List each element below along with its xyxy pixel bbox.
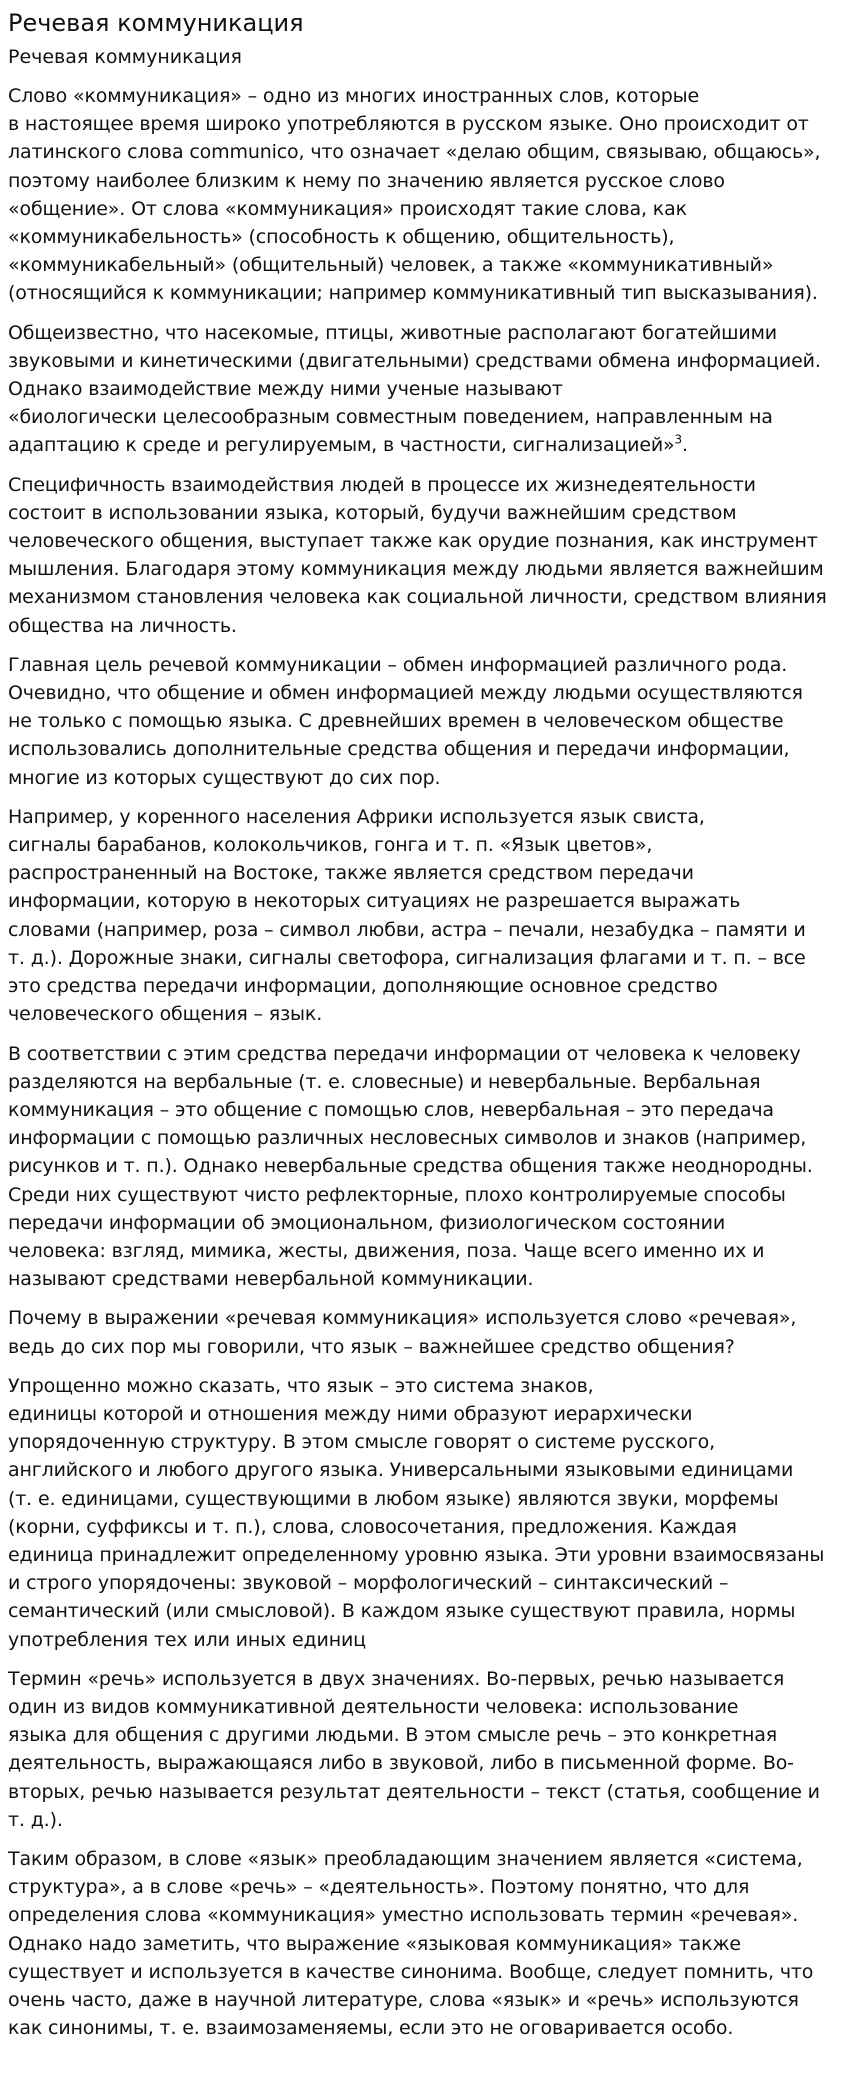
text-line: единица принадлежит определенному уровню языка. Эти уровни взаимосвязаны (8, 1543, 825, 1566)
text-line: «коммуникабельность» (способность к общению, общительность), (8, 226, 675, 249)
text-line: в настоящее время широко употребляются в русском языке. Оно происходит от (8, 113, 809, 136)
text-line: поэтому наиболее близким к нему по значению является русское слово (8, 169, 725, 192)
text-line: разделяются на вербальные (т. е. словесные) и невербальные. Вербальная (8, 1070, 761, 1093)
text-line: структура», а в слове «речь» – «деятельность». Поэтому понятно, что для (8, 1876, 750, 1899)
text-line (8, 431, 841, 459)
text-line: человеческого общения, выступает также как орудие познания, как инструмент (8, 530, 818, 553)
text-line: упорядоченную структуру. В этом смысле говорят о системе русского, (8, 1431, 716, 1454)
text-line: английского и любого другого языка. Универсальными языковыми единицами (8, 1459, 794, 1482)
text-line: Таким образом, в слове «язык» преобладающим значением является «система, (8, 1847, 803, 1870)
text-line: мышления. Благодаря этому коммуникация между людьми является важнейшим (8, 558, 824, 581)
text-line: существует и используется в качестве синонима. Вообще, следует помнить, что (8, 1960, 814, 1983)
footnote-reference: 3 (674, 433, 683, 448)
text-line: языка для общения с другими людьми. В этом смысле речь – это конкретная (8, 1724, 778, 1747)
text-line: (т. е. единицами, существующими в любом языке) являются звуки, морфемы (8, 1487, 779, 1510)
text-line: Слово «коммуникация» – одно из многих иностранных слов, которые (8, 85, 699, 107)
text-line: Очевидно, что общение и обмен информацией между людьми осуществляются (8, 682, 803, 705)
footnote-punctuation: . (682, 434, 688, 457)
text-line: «коммуникабельный» (общительный) человек, а также «коммуникативный» (8, 254, 774, 277)
text-line: вторых, речью называется результат деятельности – текст (статья, сообщение и (8, 1780, 820, 1803)
text-line: рисунков и т. п.). Однако невербальные средства общения также неоднородны. (8, 1155, 813, 1178)
text-line: один из видов коммуникативной деятельности человека: использование (8, 1695, 739, 1718)
text-line: информации, которую в некоторых ситуациях не разрешается выражать (8, 890, 741, 913)
paragraph-6 (8, 1040, 841, 1294)
text-line: т. д.). Дорожные знаки, сигналы светофора, сигнализация флагами и т. п. – все (8, 946, 806, 969)
text-line: это средства передачи информации, дополняющие основное средство (8, 975, 718, 998)
paragraph-8 (8, 1372, 841, 1654)
text-line: Специфичность взаимодействия людей в процессе их жизнедеятельности (8, 473, 756, 496)
text-line: (относящийся к коммуникации; например коммуникативный тип высказывания). (8, 282, 818, 305)
text-line: как синонимы, т. е. взаимозаменяемы, если это не оговаривается особо. (8, 2017, 734, 2040)
text-line: Главная цель речевой коммуникации – обмен информацией различного рода. (8, 653, 788, 676)
text-line: ведь до сих пор мы говорили, что язык – важнейшее средство общения? (8, 1335, 735, 1358)
text-line: человеческого общения – язык. (8, 1003, 323, 1026)
text-line: состоит в использовании языка, который, будучи важнейшим средством (8, 501, 737, 524)
text-line: «общение». От слова «коммуникация» происходят такие слова, как (8, 197, 687, 220)
text-line: не только с помощью языка. С древнейших времен в человеческом обществе (8, 710, 784, 733)
text-line: Общеизвестно, что насекомые, птицы, животные располагают богатейшими (8, 321, 777, 344)
text-line: Упрощенно можно сказать, что язык – это система знаков, (8, 1374, 594, 1397)
text-line: механизмом становления человека как социальной личности, средством влияния (8, 586, 827, 609)
text-line: распространенный на Востоке, также является средством передачи (8, 862, 694, 885)
text-line: деятельность, выражающаяся либо в звуковой, либо в письменной форме. Во- (8, 1752, 794, 1775)
text-line: передачи информации об эмоциональном, физиологическом состоянии (8, 1211, 726, 1234)
paragraph-7 (8, 1304, 841, 1360)
paragraph-1 (8, 82, 841, 308)
text-line: «биологически целесообразным совместным поведением, направленным на (8, 406, 773, 429)
text-line: латинского слова communico, что означает «делаю общим, связываю, общаюсь», (8, 141, 821, 164)
text-line: (корни, суффиксы и т. п.), слова, словосочетания, предложения. Каждая (8, 1515, 737, 1538)
text-line: Среди них существуют чисто рефлекторные, плохо контролируемые способы (8, 1183, 786, 1206)
text-line: Почему в выражении «речевая коммуникация» используется слово «речевая», (8, 1307, 797, 1330)
text-line: общества на личность. (8, 614, 237, 637)
paragraph-4 (8, 651, 841, 792)
text-line: многие из которых существуют до сих пор. (8, 766, 441, 789)
text-line: т. д.). (8, 1808, 63, 1831)
text-segment: адаптацию к среде и регулируемым, в частности, сигнализацией» (8, 434, 675, 457)
text-line: семантический (или смысловой). В каждом языке существуют правила, нормы (8, 1600, 796, 1623)
text-line: называют средствами невербальной коммуникации. (8, 1268, 534, 1291)
paragraph-10 (8, 1845, 841, 2042)
text-line: словами (например, роза – символ любви, астра – печали, незабудка – памяти и (8, 918, 806, 941)
text-line: Например, у коренного населения Африки используется язык свиста, (8, 805, 705, 828)
text-line: определения слова «коммуникация» уместно использовать термин «речевая». (8, 1904, 799, 1927)
text-line: единицы которой и отношения между ними образуют иерархически (8, 1402, 693, 1425)
text-line: человека: взгляд, мимика, жесты, движения, поза. Чаще всего именно их и (8, 1239, 765, 1262)
text-line: коммуникация – это общение с помощью слов, невербальная – это передача (8, 1098, 774, 1121)
text-line: Однако надо заметить, что выражение «языковая коммуникация» также (8, 1932, 741, 1955)
text-line: Однако взаимодействие между ними ученые называют (8, 378, 563, 401)
text-line: звуковыми и кинетическими (двигательными) средствами обмена информацией. (8, 349, 821, 372)
text-line: употребления тех или иных единиц (8, 1628, 366, 1651)
text-line: очень часто, даже в научной литературе, слова «язык» и «речь» используются (8, 1989, 799, 2011)
paragraph-9 (8, 1665, 841, 1834)
text-line: сигналы барабанов, колокольчиков, гонга и т. п. «Язык цветов», (8, 834, 653, 857)
text-line: информации с помощью различных несловесных символов и знаков (например, (8, 1127, 807, 1150)
text-line: Термин «речь» используется в двух значениях. Во-первых, речью называется (8, 1667, 785, 1690)
paragraph-2 (8, 319, 841, 460)
text-line: В соответствии с этим средства передачи информации от человека к человеку (8, 1042, 801, 1065)
page-subtitle: Речевая коммуникация (8, 46, 242, 68)
paragraph-5 (8, 803, 841, 1029)
text-line: и строго упорядочены: звуковой – морфологический – синтаксический – (8, 1572, 729, 1595)
page-title: Речевая коммуникация (8, 9, 304, 37)
text-line: использовались дополнительные средства общения и передачи информации, (8, 738, 790, 761)
paragraph-3 (8, 471, 841, 640)
